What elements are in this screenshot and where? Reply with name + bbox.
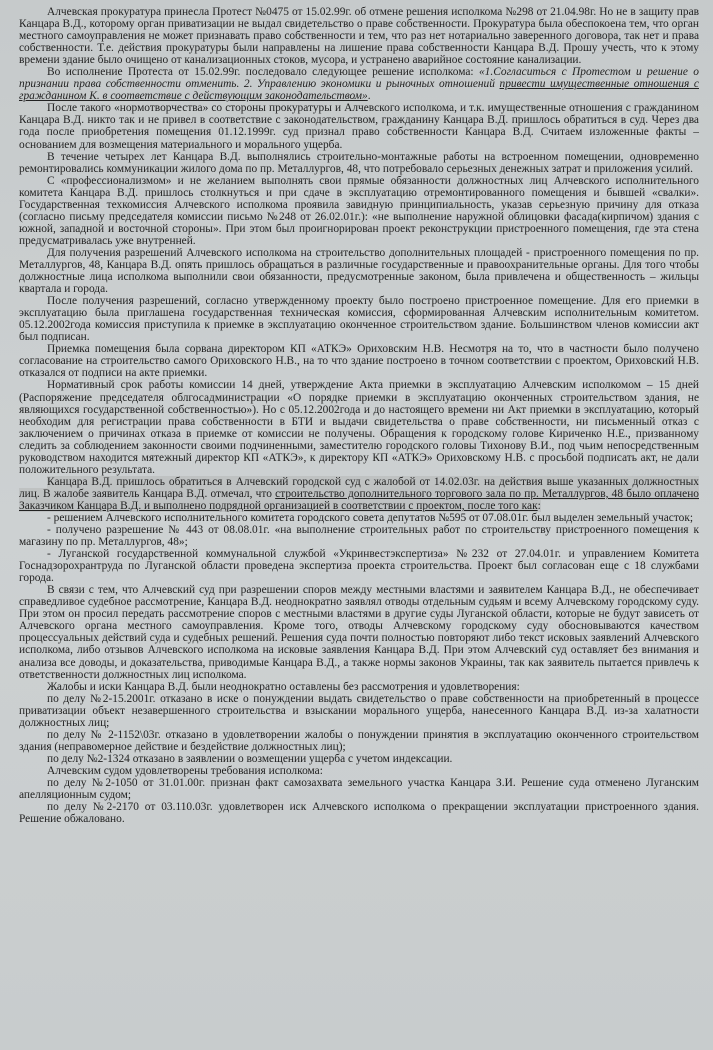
text-segment: После получения разрешений, согласно утвержденному проекту было построено пристроенное помещение. Для его приемки в эксплуатацию была приглашена государственная техническая комиссия, сформированная Алчевским исполнительным комитетом. 05.12.2002года комиссия приступила к приемке в эксплуатацию оконченное строительством здание. Большинством членов комиссии акт был подписан.	[19, 295, 699, 344]
list-item-land-plot	[19, 512, 699, 524]
paragraph-complaints-rejected	[19, 681, 699, 693]
text-segment: по делу №2-15.2001г. отказано в иске о понуждении выдать свидетельство о праве собственности на приобретенный в процессе приватизации объект незавершенного строительства и взыскании морального ущерба, нанесенного Канцара В.Д. из-за халатности должностных лиц;	[19, 692, 699, 729]
text-segment: по делу №2-1324 отказано в заявлении о возмещении ущерба с учетом индексации.	[47, 752, 453, 765]
text-segment: - Луганской государственной коммунальной службой «Укринвестэкспертиза» №232 от 27.04.01г. и управлением Комитета Госнадзорохрантруда по Луганской области проведена экспертиза проекта строительства. Проект был согласован еще с 18 службами города.	[19, 548, 699, 585]
paragraph-executive-decision	[19, 66, 699, 102]
list-item-expertise	[19, 548, 699, 584]
text-segment: - получено разрешение № 443 от 08.08.01г. «на выполнение строительных работ по строительству пристроенного помещения к магазину по пр. Металлургов, 48»;	[19, 524, 699, 549]
text-segment: Для получения разрешений Алчевского исполкома на строительство дополнительных площадей - пристроенного помещения по пр. Металлургов, 48, Канцара В.Д. опять пришлось обращаться в различные государственные и правоохранительные органы. Для того чтобы должностные лица исполкома выполнили свои обязанности, предусмотренные законом, была привлечена и общественность – жильцы квартала и города.	[19, 246, 699, 296]
paragraph-normative-term	[19, 379, 699, 475]
text-segment: С «профессионализмом» и не желанием выполнять свои прямые обязанности должностных лиц Алчевского исполнительного комитета Канцара В.Д. пришлось столкнуться и при сдаче в эксплуатацию отремонтированного помещения и бывшей «свалки». Государственная техкомиссия Алчевского исполкома проявила завидную принципиальность, указав серьезную причину для отказа (согласно письму председателя комиссии письмо №248 от 26.02.01г.): «не выполнение наружной облицовки фасада(кирпичом) здания с южной, западной и восточной стороны». При этом был проигнорирован проект реконструкции пристроенного помещения, где эта стена предусматривалась уже внутренней.	[19, 174, 699, 247]
case-item	[19, 777, 699, 801]
quoted-decision: «1.Согласиться с Протестом и решение о признании права собственности отменить. 2. Управлению экономики и рыночных отношений	[19, 66, 699, 91]
quoted-decision-underlined: привести имущественные отношения с гражданином К. в соответствие с действующим законодательством»	[19, 78, 699, 103]
text-segment: Приемка помещения была сорвана директором КП «АТКЭ» Ориховским Н.В. Несмотря на то, что в частности было получено согласование на строительство самого Ориховского Н.В., на то что здание построено в точном соответствии с проектом, Ориховский Н.В. отказался от подписи на акте приемки.	[19, 343, 699, 380]
text-segment-underlined: строительство дополнительного торгового зала по пр. Металлургов, 48 было оплачено Заказчиком Канцара В.Д. и выполнено подрядной организацией в соответствии с проектом, после того как	[19, 487, 699, 512]
paragraph-permits	[19, 247, 699, 295]
text-segment: В связи с тем, что Алчевский суд при разрешении споров между местными властями и заявителем Канцара В.Д., не обеспечивает справедливое судебное рассмотрение, Канцара В.Д. неоднократно заявлял отводы отдельным судьям и всему Алчевскому городскому суду. При этом он просил передать рассмотрение споров с местными властями в другие суды Луганской области, которые не будут зависеть от Алчевского органа местного самоуправления. Кроме того, отводы Алчевскому городскому суду обосновываются качеством процессуальных действий суда и судебных решений. Решения суда почти полностью повторяют либо текст исковых заявлений Алчевского исполкома, либо отзывов Алчевского исполкома на исковые заявления Канцара В.Д. При этом Алчевский суд оставляет без внимания и анализа все доводы, и доказательства, приводимые Канцара В.Д., а также нормы законов Украины, так как заявитель пытается привлечь к ответственности должностных лиц исполкома.	[19, 584, 699, 681]
case-item	[19, 693, 699, 729]
list-item-permit	[19, 524, 699, 548]
text-segment: Алчевская прокуратура принесла Протест №0475 от 15.02.99г. об отмене решения исполкома №298 от 21.04.98г. Но не в защиту прав Канцара В.Д., которому орган приватизации не выдал свидетельство о праве собственности. Прокуратура была обеспокоена тем, что орган местного самоуправления не может признавать право собственности и тем, что раз нет нотариально заверенного договора, так нет и права собственности. Т.е. действия прокуратуры были направлены на лишение права собственности Канцара В.Д. Прошу учесть, что к этому времени здание было очищено от канализационных стоков, мусора, и устранено аварийное состояние канализации.	[19, 6, 699, 67]
text-segment: Жалобы и иски Канцара В.Д. были неоднократно оставлены без рассмотрения и удовлетворения:	[47, 680, 520, 693]
paragraph-tech-commission	[19, 175, 699, 247]
text-segment: Алчевским судом удовлетворены требования исполкома:	[47, 764, 323, 777]
text-segment-highlighted: :	[537, 499, 541, 512]
text-segment: Нормативный срок работы комиссии 14 дней, утверждение Акта приемки в эксплуатацию Алчевским исполкомом – 15 дней (Распоряжение председателя облгосадминистрации «О порядке приемки в эксплуатацию оконченных строительством здания, не являющихся государственной собственностью»). Но с 05.12.2002года и до настоящего времени ни Акт приемки в эксплуатацию, который необходим для регистрации права собственности в БТИ и выдачи свидетельства о праве собственности, ни письменный отказ с заключением о причинах отказа в приемке от комиссии не получены. Обращения к городскому голове Кириченко Н.Е., призванному следить за соблюдением законности своими подчиненными, заместителю городского головы Тихонову В.И., под чьим непосредственным руководством находится мятежный директор КП «АТКЭ», к директору КП «АТКЭ» Ориховскому Н.В. с просьбой подписать акт, не дали положительного результата.	[19, 379, 699, 476]
case-item	[19, 729, 699, 753]
paragraph-protest	[19, 6, 699, 66]
text-segment: После такого «нормотворчества» со стороны прокуратуры и Алчевского исполкома, и т.к. имущественные отношения с гражданином Канцара В.Д. никто так и не привел в соответствие с законодательством, гражданину Канцара В.Д. пришлось обратиться в суд. Через два года после приобретения помещения 01.12.1999г. суд признал право собственности Канцара В.Д. Считаем изложенные факты – основанием для возмещения материального и морального ущерба.	[19, 102, 699, 151]
paragraph-construction-works	[19, 151, 699, 175]
paragraph-court-challenges	[19, 584, 699, 680]
text-segment: Во исполнение Протеста от 15.02.99г. последовало следующее решение исполкома:	[47, 66, 479, 79]
text-segment: по делу №2-2170 от 03.110.03г. удовлетворен иск Алчевского исполкома о прекращении эксплуатации пристроенного здания. Решение обжаловано.	[19, 801, 699, 826]
paragraph-court-satisfied	[19, 765, 699, 777]
case-item	[19, 801, 699, 825]
case-item	[19, 753, 699, 765]
text-segment: .	[367, 90, 371, 103]
text-segment: - решением Алчевского исполнительного комитета городского совета депутатов №595 от 07.08.01г. был выделен земельный участок;	[47, 511, 694, 524]
text-segment: по делу № 2-1152\03г. отказано в удовлетворении жалобы о понуждении принятия в эксплуатацию оконченного строительством здания (неправомерное действие и бездействие должностных лиц);	[19, 728, 699, 753]
paragraph-court-recognition	[19, 102, 699, 150]
paragraph-acceptance-commission	[19, 295, 699, 343]
paragraph-acceptance-disrupted	[19, 343, 699, 379]
text-segment: В течение четырех лет Канцара В.Д. выполнялись строительно-монтажные работы на встроенном помещении, одновременно ремонтировались коммуникации жилого дома по пр. Металлургов, 48, что потребовало серьезных денежных затрат и приложения усилий.	[19, 150, 699, 175]
paragraph-court-complaint	[19, 476, 699, 512]
text-segment-highlighted: Канцара В.Д. пришлось обратиться в Алчевский городской суд с жалобой от 14.02.03г. на действия выше указанных должностных лиц. В жалобе заявитель Канцара В.Д. отмечал, что	[19, 475, 699, 500]
text-segment: по делу №2-1050 от 31.01.00г. признан факт самозахвата земельного участка Канцара З.И. Решение суда отменено Луганским апелляционным судом;	[19, 777, 699, 802]
